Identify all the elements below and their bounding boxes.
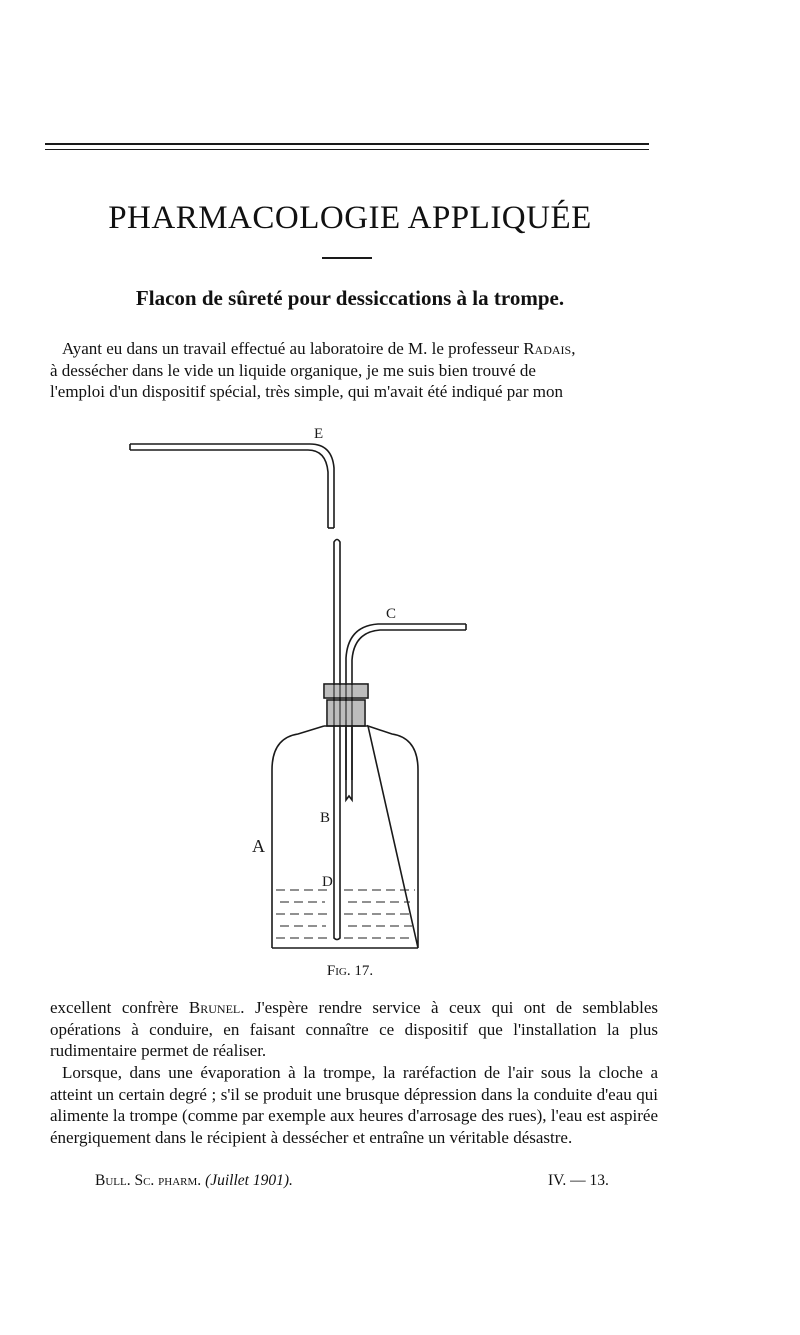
para1-line-3: l'emploi d'un dispositif spécial, très simple, qui m'avait été indiqué par mon bbox=[50, 382, 563, 401]
figure-17-apparatus bbox=[120, 420, 490, 960]
para2-rest: J'espère rendre service à ceux qui ont de semblables opérations à conduire, en faisant connaître ce dispositif que l'installation la plus rudimentaire permet de réaliser. bbox=[50, 998, 658, 1060]
label-b: B bbox=[320, 810, 331, 826]
journal-name: Bull. Sc. pharm. bbox=[95, 1172, 202, 1189]
section-title: PHARMACOLOGIE APPLIQUÉE bbox=[108, 200, 592, 236]
para1-line-2: à dessécher dans le vide un liquide organique, je me suis bien trouvé de bbox=[50, 360, 536, 380]
paragraph-2 bbox=[50, 997, 658, 1062]
paragraph-1 bbox=[50, 338, 658, 403]
label-c: C bbox=[386, 606, 397, 622]
article-title: Flacon de sûreté pour dessiccations à la trompe. bbox=[135, 286, 565, 310]
author-name-brunel: Brunel. bbox=[188, 998, 245, 1017]
para2-start: excellent confrère bbox=[50, 998, 189, 1017]
top-rule-lower bbox=[45, 149, 649, 150]
footer-citation bbox=[95, 1172, 293, 1190]
figure-caption: Fig. 17. bbox=[326, 963, 374, 979]
title-separator bbox=[322, 257, 372, 259]
top-rule-upper bbox=[45, 143, 649, 145]
journal-date: (Juillet 1901). bbox=[205, 1172, 293, 1189]
label-a: A bbox=[252, 836, 265, 856]
para1-line-1: Ayant eu dans un travail effectué au laboratoire de M. le professeur bbox=[62, 339, 524, 358]
label-e: E bbox=[314, 426, 324, 442]
page-number: IV. — 13. bbox=[548, 1172, 609, 1189]
label-d: D bbox=[322, 874, 333, 890]
author-name-radais: Radais, bbox=[523, 339, 576, 358]
paragraph-3: Lorsque, dans une évaporation à la trompe, la raréfaction de l'air sous la cloche a atteint un certain degré ; s'il se produit une brusque dépression dans la conduite d'eau qui alimente la trompe (comme par exemple aux heures d'arrosage des rues), l'eau est aspirée énergiquement dans le récipient à dessécher et entraîne un véritable désastre. bbox=[50, 1063, 658, 1147]
